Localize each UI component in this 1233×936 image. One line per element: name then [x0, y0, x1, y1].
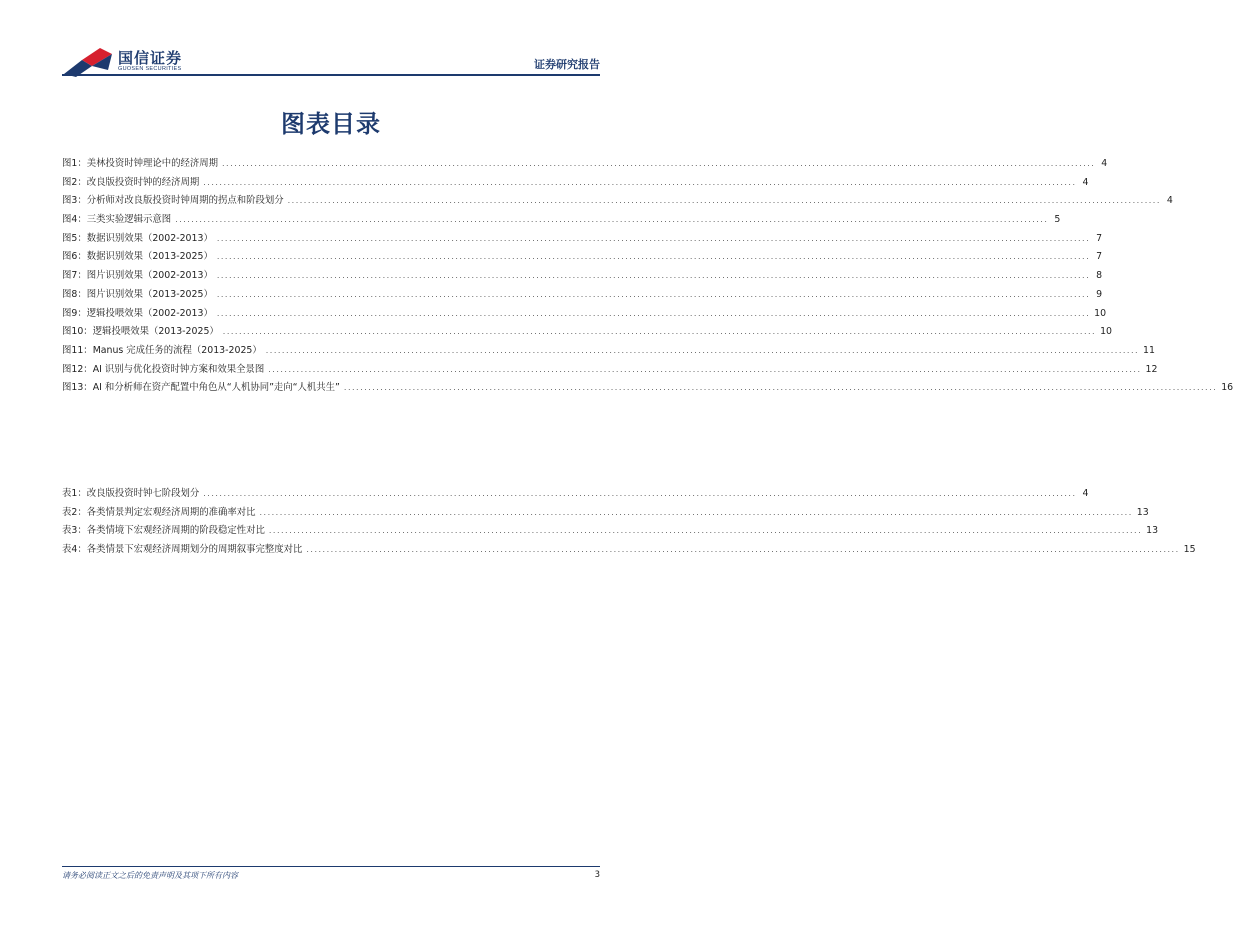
table-entry-page: 13: [1136, 506, 1149, 518]
figure-entry-title: Manus 完成任务的流程（2013-2025）: [92, 344, 262, 356]
figure-entry[interactable]: [62, 286, 1103, 305]
figure-entry[interactable]: [62, 192, 1173, 211]
figure-entry-title: 美林投资时钟理论中的经济周期: [86, 158, 218, 169]
table-entry-page: 13: [1146, 525, 1159, 537]
figure-entry-label: 图5：: [62, 232, 87, 244]
header-divider: [62, 74, 600, 76]
figure-entry-title: 数据识别效果（2013-2025）: [86, 251, 213, 263]
leader-dots: [288, 196, 1161, 205]
table-entry-page: 15: [1183, 544, 1196, 556]
figure-entry-page: 8: [1096, 270, 1103, 282]
table-entry-label: 表2：: [62, 506, 87, 518]
figure-entry[interactable]: [62, 379, 1233, 398]
figure-entry-page: 4: [1082, 176, 1089, 188]
figure-entry-label: 图9：: [62, 307, 87, 319]
table-entry-page: 4: [1082, 488, 1089, 499]
logo-text-en: GUOSEN SECURITIES: [118, 66, 182, 72]
figure-entry-title: 图片识别效果（2013-2025）: [86, 288, 213, 300]
leader-dots: [203, 178, 1076, 187]
table-entry-title: 各类情景下宏观经济周期划分的周期叙事完整度对比: [86, 544, 303, 556]
leader-dots: [266, 346, 1139, 355]
page-header: [62, 44, 600, 80]
figure-entry-label: 图10：: [62, 326, 93, 338]
figure-entry-page: 4: [1101, 158, 1108, 169]
figure-entry[interactable]: [62, 230, 1103, 249]
figure-entry-label: 图4：: [62, 214, 87, 226]
figure-list: [62, 155, 1233, 398]
table-entry[interactable]: [62, 504, 1149, 523]
table-entry-title: 各类情景判定宏观经济周期的准确率对比: [86, 506, 256, 518]
figure-entry-label: 图3：: [62, 195, 87, 207]
guosen-logo-icon: [62, 44, 116, 78]
table-entry-label: 表1：: [62, 488, 87, 499]
table-entry-title: 各类情境下宏观经济周期的阶段稳定性对比: [86, 525, 265, 537]
footer-divider: [62, 866, 600, 867]
figure-entry[interactable]: [62, 174, 1089, 193]
figure-entry-title: 数据识别效果（2002-2013）: [86, 232, 213, 244]
footer-disclaimer: 请务必阅读正文之后的免责声明及其项下所有内容: [62, 871, 238, 880]
figure-entry-title: 图片识别效果（2002-2013）: [86, 270, 213, 282]
figure-entry[interactable]: [62, 323, 1113, 342]
leader-dots: [217, 290, 1090, 299]
leader-dots: [223, 327, 1096, 336]
table-entry[interactable]: [62, 522, 1159, 541]
figure-entry-label: 图12：: [62, 363, 93, 375]
leader-dots: [175, 215, 1048, 224]
figure-entry[interactable]: [62, 305, 1107, 324]
figure-entry[interactable]: [62, 155, 1108, 174]
page-title: 图表目录: [281, 110, 381, 138]
table-entry[interactable]: [62, 485, 1089, 504]
leader-dots: [344, 383, 1217, 392]
leader-dots: [222, 159, 1095, 168]
figure-entry[interactable]: [62, 267, 1103, 286]
leader-dots: [306, 545, 1179, 554]
figure-entry-label: 图11：: [62, 344, 93, 356]
figure-entry-title: 分析师对改良版投资时钟周期的拐点和阶段划分: [86, 195, 284, 207]
table-entry-label: 表4：: [62, 544, 87, 556]
leader-dots: [217, 234, 1090, 243]
figure-entry-page: 9: [1096, 288, 1103, 300]
figure-entry-page: 5: [1054, 214, 1061, 226]
figure-entry-page: 16: [1221, 382, 1233, 394]
figure-entry-page: 4: [1166, 195, 1173, 207]
figure-entry[interactable]: [62, 211, 1061, 230]
figure-entry-label: 图1：: [62, 158, 87, 169]
figure-entry-title: AI 识别与优化投资时钟方案和效果全景图: [92, 363, 265, 375]
leader-dots: [269, 526, 1142, 535]
table-entry-title: 改良版投资时钟七阶段划分: [86, 488, 200, 499]
leader-dots: [217, 271, 1090, 280]
leader-dots: [259, 508, 1132, 517]
figure-entry-label: 图6：: [62, 251, 87, 263]
leader-dots: [217, 309, 1090, 318]
figure-entry-page: 7: [1096, 232, 1103, 244]
figure-entry-label: 图8：: [62, 288, 87, 300]
figure-entry-label: 图2：: [62, 176, 87, 188]
table-entry-label: 表3：: [62, 525, 87, 537]
figure-entry-page: 11: [1143, 344, 1155, 356]
leader-dots: [268, 365, 1141, 374]
figure-entry-page: 7: [1096, 251, 1103, 263]
figure-entry-label: 图13：: [62, 382, 93, 394]
leader-dots: [217, 252, 1090, 261]
figure-entry[interactable]: [62, 248, 1103, 267]
report-type-label: 证券研究报告: [534, 58, 600, 71]
figure-entry-label: 图7：: [62, 270, 87, 282]
figure-entry-title: 逻辑投喂效果（2002-2013）: [86, 307, 213, 319]
figure-entry[interactable]: [62, 361, 1158, 380]
figure-entry-title: AI 和分析师在资产配置中角色从“人机协同”走向“人机共生”: [92, 382, 340, 394]
leader-dots: [203, 489, 1076, 498]
figure-entry-title: 改良版投资时钟的经济周期: [86, 176, 200, 188]
figure-entry-title: 三类实验逻辑示意图: [86, 214, 172, 226]
figure-entry[interactable]: [62, 342, 1155, 361]
figure-entry-page: 12: [1145, 363, 1158, 375]
figure-entry-title: 逻辑投喂效果（2013-2025）: [92, 326, 219, 338]
table-list: [62, 485, 1196, 560]
figure-entry-page: 10: [1094, 307, 1107, 319]
logo-text-cn: 国信证券: [118, 49, 183, 67]
figure-entry-page: 10: [1100, 326, 1113, 338]
page-number: 3: [594, 870, 600, 880]
table-entry[interactable]: [62, 541, 1196, 560]
